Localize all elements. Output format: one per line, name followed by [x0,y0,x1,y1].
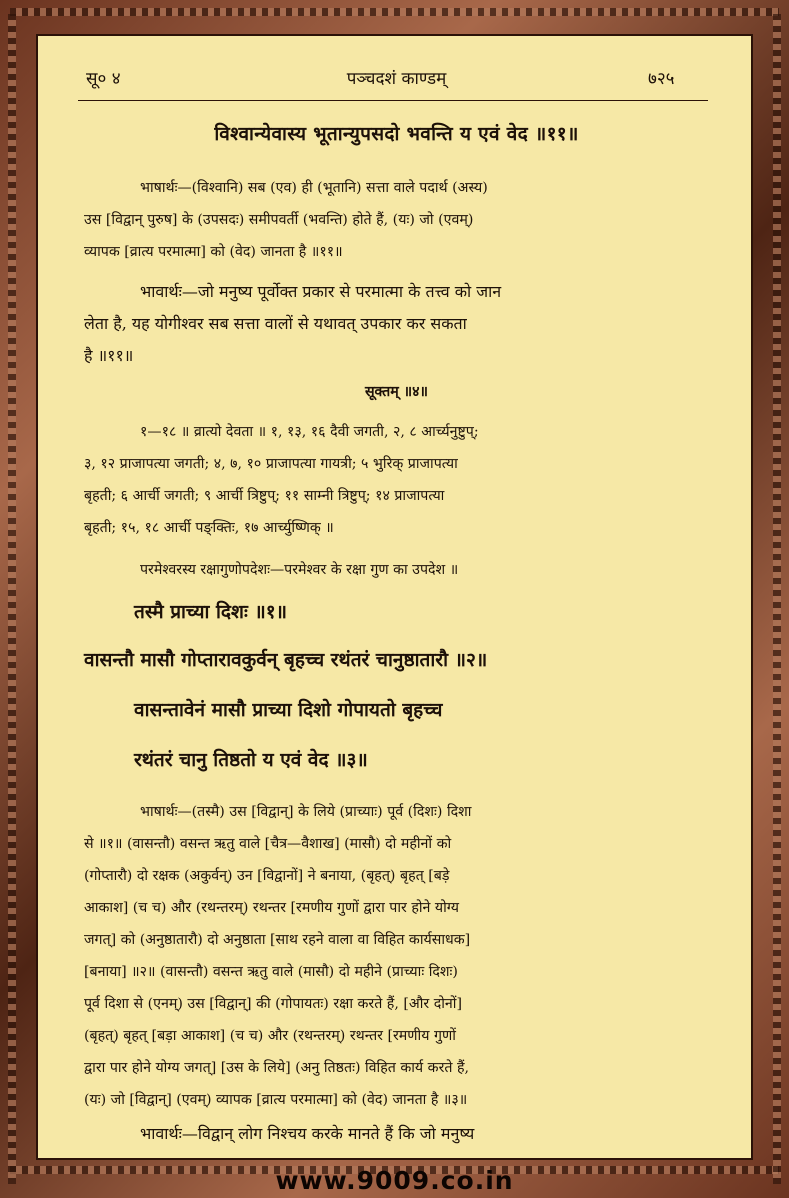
mantra-3-line-1: वासन्तावेनं मासौ प्राच्या दिशो गोपायतो बृहच्च [134,699,443,721]
sutra-number: सू० ४ [86,69,121,89]
mantra-2: वासन्तौ मासौ गोप्तारावकुर्वन् बृहच्च रथंतरं चानुष्ठातारौ ॥२॥ [84,649,488,671]
ornament-border-top [10,8,779,16]
ornament-border-left [8,14,16,1184]
padartha-11-line-3: व्यापक [व्रात्य परमात्मा] को (वेद) जानता है ॥११॥ [84,244,343,260]
ornament-border-right [773,14,781,1184]
padartha-1-3-line-6: [बनाया] ॥२॥ (वासन्तौ) वसन्त ऋतु वाले (मासौ) दो महीने (प्राच्याः दिशः) [84,964,458,980]
bhavartha-1-3: भावार्थः—विद्वान् लोग निश्चय करके मानते हैं कि जो मनुष्य [140,1124,475,1143]
padartha-11-line-2: उस [विद्वान् पुरुष] के (उपसदः) समीपवर्ती (भवन्ति) होते हैं, (यः) जो (एवम्) [84,212,474,228]
page-number: ७२५ [648,69,675,89]
padartha-11-line-1: भाषार्थः—(विश्वानि) सब (एव) ही (भूतानि) सत्ता वाले पदार्थ (अस्य) [140,180,488,196]
anukramani-line-4: बृहती; १५, १८ आर्ची पङ्क्तिः, १७ आर्च्युष्णिक् ॥ [84,520,334,536]
padartha-1-3-line-1: भाषार्थः—(तस्मै) उस [विद्वान्] के लिये (प्राच्याः) पूर्व (दिशः) दिशा [140,804,472,820]
kanda-title: पञ्चदशं काण्डम् [346,69,447,89]
verse-11: विश्वान्येवास्य भूतान्युपसदो भवन्ति य एवं वेद ॥११॥ [214,123,579,145]
sukta-heading: सूक्तम् ॥४॥ [364,384,429,400]
padartha-1-3-line-10: (यः) जो [विद्वान्] (एवम्) व्यापक [व्रात्य परमात्मा] को (वेद) जानता है ॥३॥ [84,1092,468,1108]
header-rule [78,100,708,101]
padartha-1-3-line-7: पूर्व दिशा से (एनम्) उस [विद्वान्] की (गोपायतः) रक्षा करते हैं, [और दोनों] [84,996,463,1012]
bhavartha-11-line-2: लेता है, यह योगीश्वर सब सत्ता वालों से यथावत् उपकार कर सकता [84,314,467,333]
mantra-3-line-2: रथंतरं चानु तिष्ठतो य एवं वेद ॥३॥ [134,749,368,771]
mantra-1: तस्मै प्राच्या दिशः ॥१॥ [134,601,288,623]
padartha-1-3-line-9: द्वारा पार होने योग्य जगत्] [उस के लिये] (अनु तिष्ठतः) विहित कार्य करते हैं, [84,1060,470,1076]
anukramani-line-2: ३, १२ प्राजापत्या जगती; ४, ७, १० प्राजापत्या गायत्री; ५ भुरिक् प्राजापत्या [84,456,458,472]
padartha-1-3-line-5: जगत्] को (अनुष्ठातारौ) दो अनुष्ठाता [साथ रहने वाला वा विहित कार्यसाधक] [84,932,471,948]
padartha-1-3-line-3: (गोप्तारौ) दो रक्षक (अकुर्वन्) उन [विद्वानों] ने बनाया, (बृहत्) बृहत् [बड़े [84,868,450,884]
anukramani-line-3: बृहती; ६ आर्ची जगती; ९ आर्ची त्रिष्टुप्; ११ साम्नी त्रिष्टुप्; १४ प्राजापत्या [84,488,445,504]
padartha-1-3-line-2: से ॥१॥ (वासन्तौ) वसन्त ऋतु वाले [चैत्र—वैशाख] (मासौ) दो महीनों को [84,836,452,852]
bhavartha-11-line-3: है ॥११॥ [84,346,134,365]
upadesha: परमेश्वरस्य रक्षागुणोपदेशः—परमेश्वर के रक्षा गुण का उपदेश ॥ [140,562,459,578]
anukramani-line-1: १—१८ ॥ व्रात्यो देवता ॥ १, १३, १६ दैवी जगती, २, ८ आर्च्यनुष्टुप्; [140,424,479,440]
padartha-1-3-line-4: आकाश] (च च) और (रथन्तरम्) रथन्तर [रमणीय गुणों द्वारा पार होने योग्य [84,900,460,916]
bhavartha-11-line-1: भावार्थः—जो मनुष्य पूर्वोक्त प्रकार से परमात्मा के तत्त्व को जान [140,282,502,301]
padartha-1-3-line-8: (बृहत्) बृहत् [बड़ा आकाश] (च च) और (रथन्तरम्) रथन्तर [रमणीय गुणों [84,1028,456,1044]
website-footer: www.9009.co.in [275,1166,514,1195]
book-page [36,34,753,1160]
